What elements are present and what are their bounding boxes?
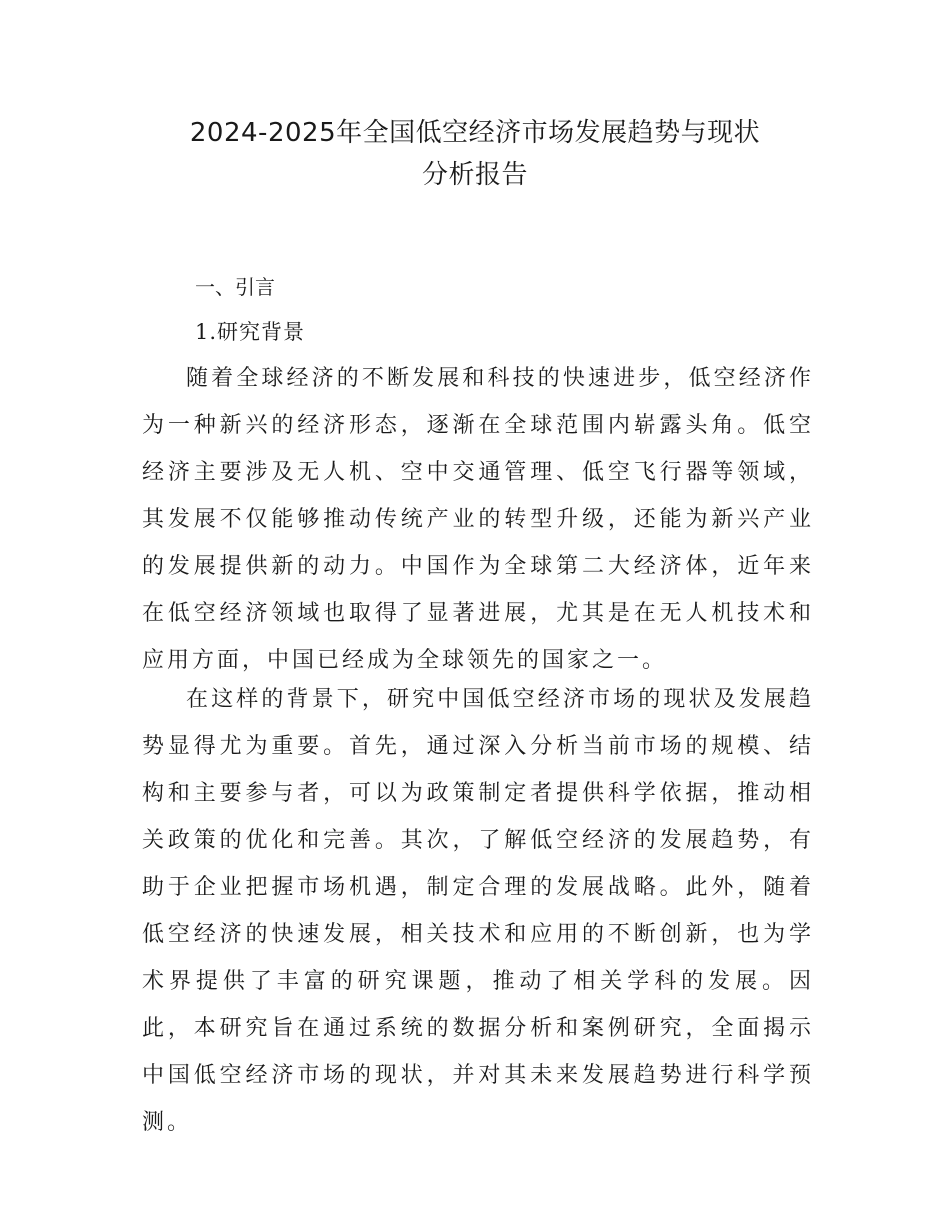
- title-line-2: 分析报告: [421, 160, 528, 190]
- subsection-heading: 1.研究背景: [195, 320, 306, 344]
- paragraph-1: 随着全球经济的不断发展和科技的快速进步，低空经济作为一种新兴的经济形态，逐渐在全球范围内崭露头角。低空经济主要涉及无人机、空中交通管理、低空飞行器等领域，其发展不仅能够推动传统产业的转型升级，还能为新兴产业的发展提供新的动力。中国作为全球第二大经济体，近年来在低空经济领域也取得了显著进展，尤其是在无人机技术和应用方面，中国已经成为全球领先的国家之一。: [142, 366, 814, 673]
- document-title: [100, 112, 850, 196]
- title-line-1: 2024-2025年全国低空经济市场发展趋势与现状: [189, 118, 761, 148]
- section-heading: 一、引言: [195, 275, 275, 299]
- paragraph-2: 在这样的背景下，研究中国低空经济市场的现状及发展趋势显得尤为重要。首先，通过深入分析当前市场的规模、结构和主要参与者，可以为政策制定者提供科学依据，推动相关政策的优化和完善。其次，了解低空经济的发展趋势，有助于企业把握市场机遇，制定合理的发展战略。此外，随着低空经济的快速发展，相关技术和应用的不断创新，也为学术界提供了丰富的研究课题，推动了相关学科的发展。因此，本研究旨在通过系统的数据分析和案例研究，全面揭示中国低空经济市场的现状，并对其未来发展趋势进行科学预测。: [142, 687, 814, 1135]
